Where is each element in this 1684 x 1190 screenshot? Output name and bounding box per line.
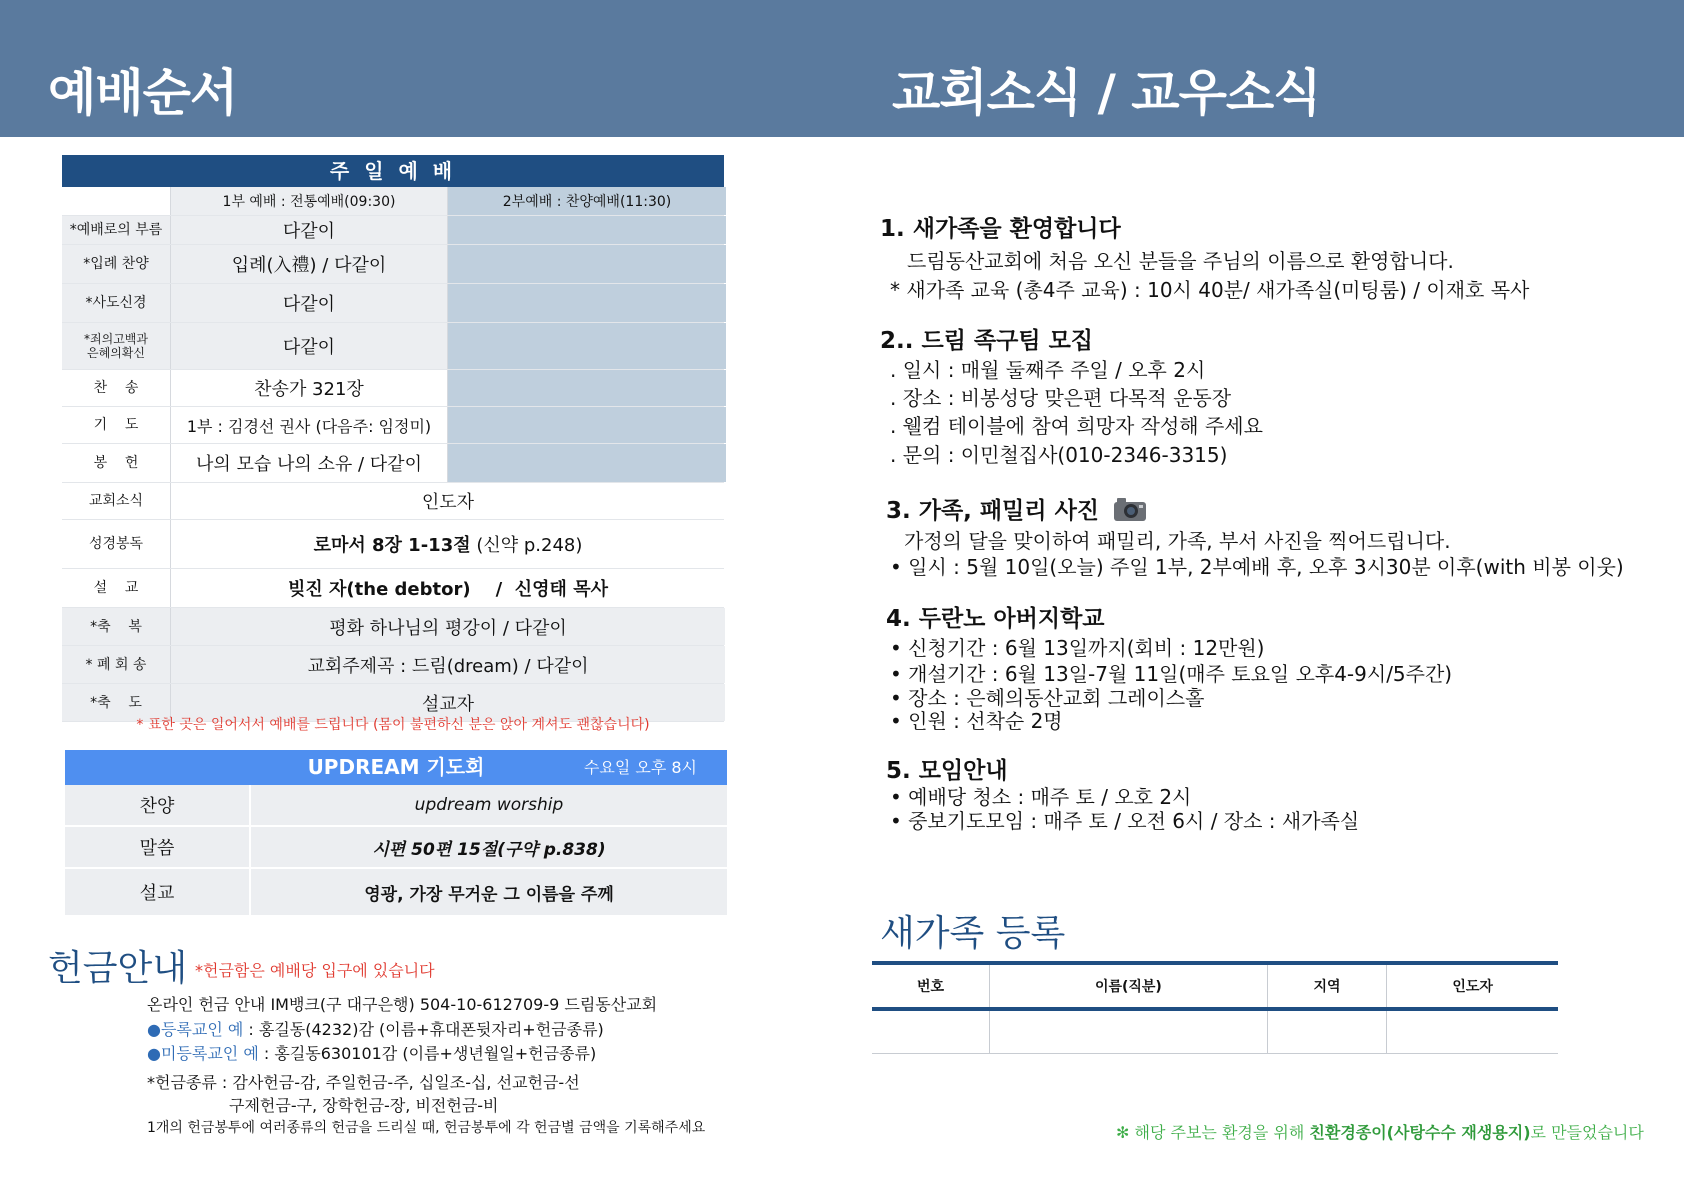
table-row bbox=[62, 323, 724, 370]
row-value: 평화 하나님의 평강이 / 다같이 bbox=[170, 608, 725, 645]
col-number: 번호 bbox=[872, 963, 989, 1009]
row-value: 나의 모습 나의 소유 / 다같이 bbox=[170, 444, 447, 482]
row-value: 1부 : 김경선 권사 (다음주: 임정미) bbox=[170, 407, 447, 443]
table-row bbox=[65, 785, 727, 827]
table-row bbox=[65, 869, 727, 917]
col-region: 지역 bbox=[1267, 963, 1386, 1009]
sunday-worship-table bbox=[62, 155, 724, 722]
table-row bbox=[62, 407, 724, 444]
table-row bbox=[62, 216, 724, 245]
news-4-line: • 신청기간 : 6월 13일까지(회비 : 12만원) bbox=[890, 636, 1265, 660]
table-row bbox=[62, 444, 724, 483]
eco-paper-note: ✻ 해당 주보는 환경을 위해 친환경종이(사탕수수 재생용지)로 만들었습니다 bbox=[1116, 1123, 1644, 1142]
camera-icon bbox=[1113, 496, 1147, 528]
news-2-line: . 장소 : 비봉성당 맞은편 다목적 운동장 bbox=[890, 386, 1232, 410]
news-4-title: 4. 두란노 아버지학교 bbox=[886, 606, 1105, 632]
updream-prayer-table bbox=[65, 750, 727, 917]
row-value: 설교자 bbox=[170, 684, 725, 721]
row-value: 찬송가 321장 bbox=[170, 370, 447, 406]
table-row bbox=[62, 370, 724, 407]
offering-types: *헌금종류 : 감사헌금-감, 주일헌금-주, 십일조-십, 선교헌금-선 bbox=[147, 1073, 580, 1092]
row-value: 인도자 bbox=[170, 483, 725, 519]
table-row bbox=[62, 646, 724, 684]
updream-time: 수요일 오후 8시 bbox=[583, 758, 697, 777]
row-label: *축 도 bbox=[62, 684, 170, 721]
standing-note: * 표한 곳은 일어서서 예배를 드립니다 (몸이 불편하신 분은 앉아 계셔도 괜찮습니다) bbox=[136, 717, 650, 733]
news-3-line: 가정의 달을 맞이하여 패밀리, 가족, 부서 사진을 찍어드립니다. bbox=[904, 529, 1451, 553]
row-value: 시편 50편 15절(구약 p.838) bbox=[249, 827, 727, 867]
registered-example: ●등록교인 예 : 홍길동(4232)감 (이름+휴대폰뒷자리+헌금종류) bbox=[147, 1020, 604, 1039]
row-label: *입례 찬양 bbox=[62, 245, 170, 283]
unregistered-example: ●미등록교인 예 : 홍길동630101감 (이름+생년월일+헌금종류) bbox=[147, 1044, 597, 1063]
news-3-title: 3. 가족, 패밀리 사진 bbox=[886, 492, 1147, 528]
offering-note: *헌금함은 예배당 입구에 있습니다 bbox=[195, 961, 435, 980]
row-value: 교회주제곡 : 드림(dream) / 다같이 bbox=[170, 646, 725, 683]
row-label: 성경봉독 bbox=[88, 536, 144, 552]
row-value: 로마서 8장 1-13절 (신약 p.248) bbox=[170, 520, 725, 568]
table-row bbox=[62, 245, 724, 284]
offering-title: 헌금안내 bbox=[48, 948, 188, 989]
offering-types-cont: 구제헌금-구, 장학헌금-장, 비전헌금-비 bbox=[229, 1096, 499, 1115]
news-5-line: • 예배당 청소 : 매주 토 / 오호 2시 bbox=[890, 785, 1192, 809]
row-value: updream worship bbox=[249, 785, 727, 825]
table-row bbox=[62, 608, 724, 646]
row-label: *사도신경 bbox=[62, 284, 170, 322]
service2-header: 2부예배 : 찬양예배(11:30) bbox=[447, 187, 726, 215]
row-label: *축 복 bbox=[62, 608, 170, 645]
church-news-title: 교회소식 / 교우소식 bbox=[892, 64, 1321, 122]
row-label: *죄의고백과 은혜의확신 bbox=[62, 323, 170, 369]
news-1-line: * 새가족 교육 (총4주 교육) : 10시 40분/ 새가족실(미팅룸) / 이재호 목사 bbox=[890, 278, 1530, 302]
table-row bbox=[62, 284, 724, 323]
service1-header: 1부 예배 : 전통예배(09:30) bbox=[170, 187, 447, 215]
cell-number[interactable] bbox=[872, 1009, 989, 1054]
table-row bbox=[62, 483, 724, 520]
news-3-line: • 일시 : 5월 10일(오늘) 주일 1부, 2부예배 후, 오후 3시30분 이후(with 비봉 이웃) bbox=[890, 555, 1624, 579]
row-value: 다같이 bbox=[170, 284, 447, 322]
online-offering-info: 온라인 헌금 안내 IM뱅크(구 대구은행) 504-10-612709-9 드림동산교회 bbox=[147, 995, 658, 1014]
row-label: 설 교 bbox=[93, 580, 139, 596]
row-label: 기 도 bbox=[93, 417, 139, 433]
row-label: 찬양 bbox=[139, 796, 175, 817]
registration-table bbox=[872, 961, 1558, 1054]
row-label: 말씀 bbox=[139, 838, 175, 859]
news-4-line: • 인원 : 선착순 2명 bbox=[890, 709, 1063, 733]
cell-name[interactable] bbox=[989, 1009, 1267, 1054]
worship-order-title: 예배순서 bbox=[48, 64, 238, 122]
news-5-line: • 중보기도모임 : 매주 토 / 오전 6시 / 장소 : 새가족실 bbox=[890, 809, 1360, 833]
row-label: *예배로의 부름 bbox=[62, 216, 170, 244]
row-label: 봉 헌 bbox=[93, 455, 139, 471]
row-value: 입례(入禮) / 다같이 bbox=[170, 245, 447, 283]
news-1-title: 1. 새가족을 환영합니다 bbox=[880, 216, 1121, 242]
table-row bbox=[65, 827, 727, 869]
table-header-row bbox=[872, 963, 1558, 1009]
col-name: 이름(직분) bbox=[989, 963, 1267, 1009]
updream-header bbox=[65, 750, 727, 785]
envelope-note: 1개의 헌금봉투에 여러종류의 헌금을 드리실 때, 헌금봉투에 각 헌금별 금액을 기록해주세요 bbox=[147, 1120, 706, 1136]
worship-col-header-row bbox=[62, 187, 724, 216]
cell-leader[interactable] bbox=[1387, 1009, 1558, 1054]
updream-title: UPDREAM 기도회 bbox=[307, 755, 485, 779]
news-2-line: . 문의 : 이민철집사(010-2346-3315) bbox=[890, 443, 1228, 467]
row-value: 빚진 자(the debtor) / 신영태 목사 bbox=[170, 569, 725, 607]
cell-region[interactable] bbox=[1267, 1009, 1386, 1054]
news-2-line: . 일시 : 매월 둘째주 주일 / 오후 2시 bbox=[890, 358, 1206, 382]
table-row bbox=[62, 569, 724, 608]
worship-table-title: 주 일 예 배 bbox=[62, 155, 724, 187]
col-leader: 인도자 bbox=[1387, 963, 1558, 1009]
news-4-line: • 개설기간 : 6월 13일-7월 11일(매주 토요일 오후4-9시/5주간) bbox=[890, 662, 1453, 686]
row-value: 다같이 bbox=[170, 216, 447, 244]
news-4-line: • 장소 : 은혜의동산교회 그레이스홀 bbox=[890, 686, 1205, 710]
row-value: 다같이 bbox=[170, 323, 447, 369]
table-row bbox=[872, 1009, 1558, 1054]
row-label: 설교 bbox=[139, 883, 175, 904]
row-label: * 폐 회 송 bbox=[62, 646, 170, 683]
news-5-title: 5. 모임안내 bbox=[886, 758, 1008, 784]
news-2-line: . 웰컴 테이블에 참여 희망자 작성해 주세요 bbox=[890, 414, 1263, 438]
row-label: 교회소식 bbox=[88, 493, 144, 509]
row-value: 영광, 가장 무거운 그 이름을 주께 bbox=[249, 869, 727, 915]
table-row bbox=[62, 520, 724, 569]
news-1-line: 드림동산교회에 처음 오신 분들을 주님의 이름으로 환영합니다. bbox=[907, 249, 1454, 273]
row-label: 찬 송 bbox=[93, 380, 139, 396]
page-header bbox=[0, 0, 1684, 137]
news-2-title: 2.. 드림 족구팀 모집 bbox=[880, 328, 1094, 354]
registration-title: 새가족 등록 bbox=[880, 913, 1066, 954]
